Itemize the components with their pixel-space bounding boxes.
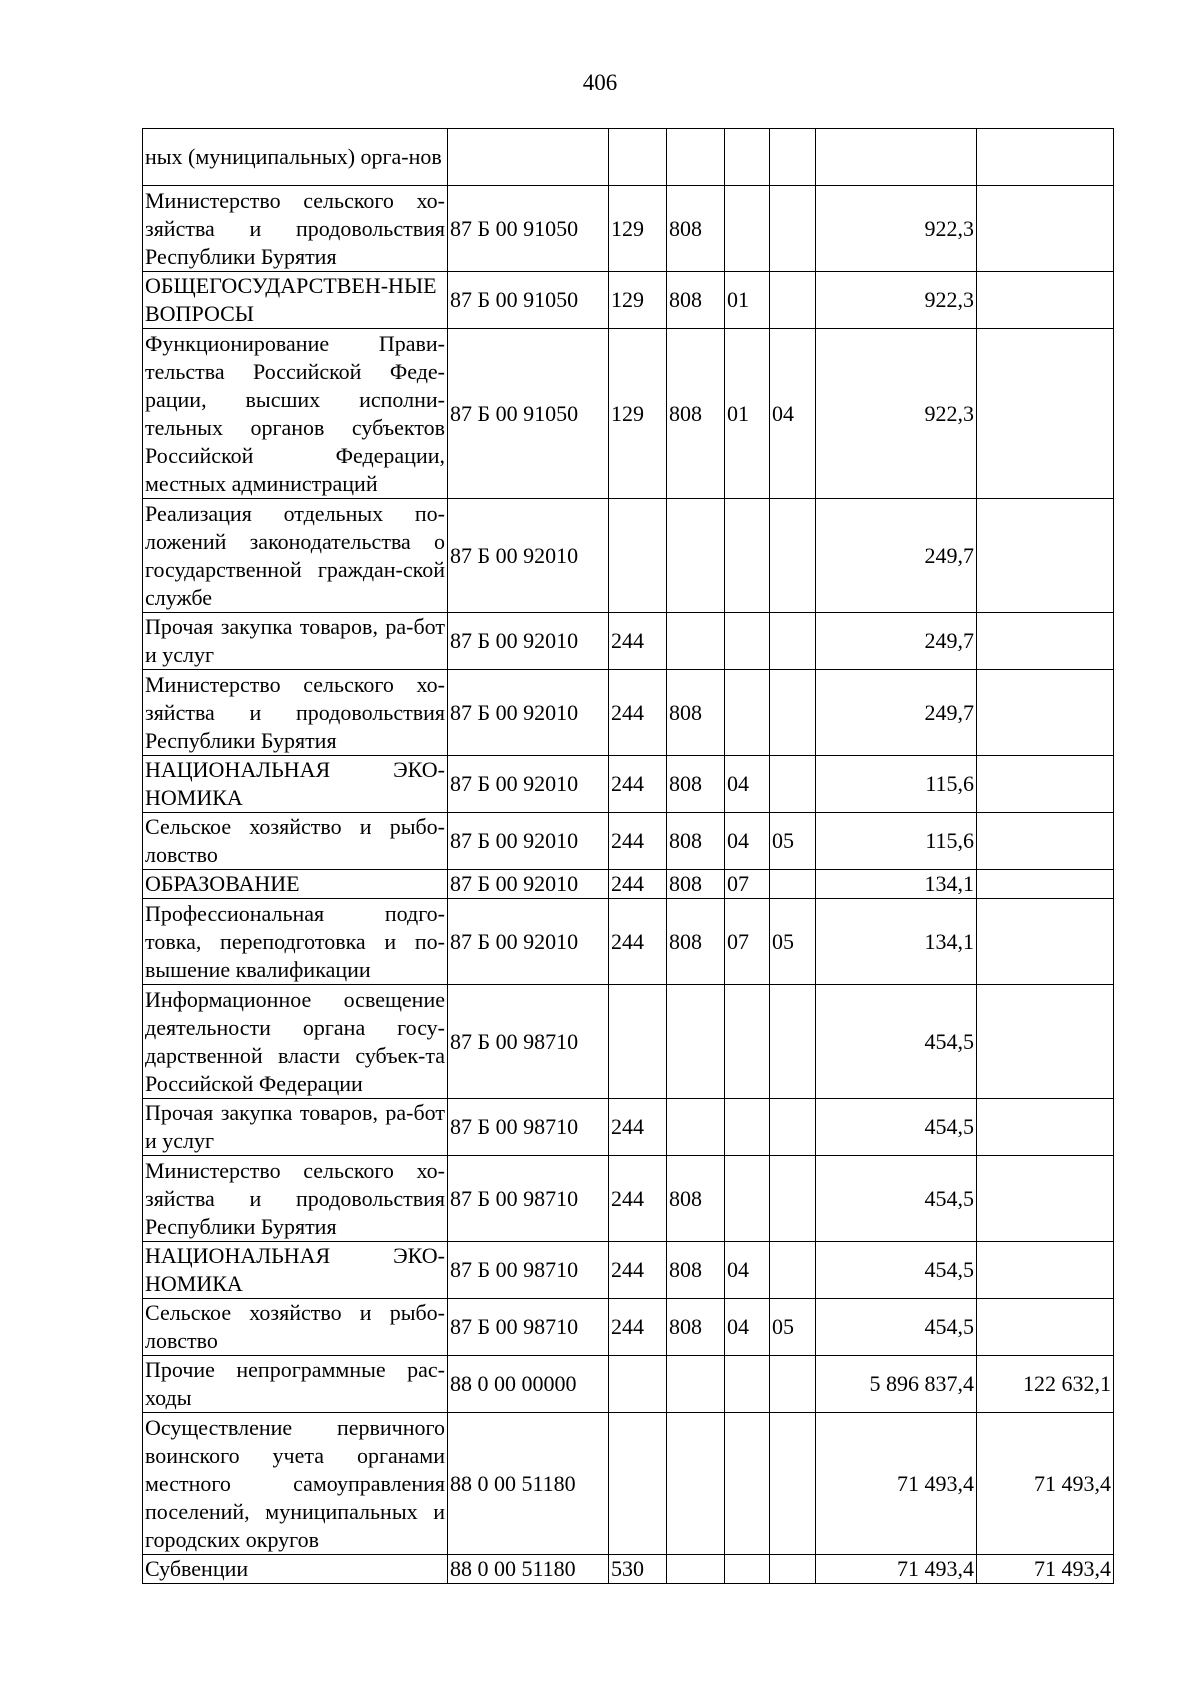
- table-body: [143, 129, 1114, 1584]
- row-sum1-cell: 922,3: [816, 272, 977, 329]
- row-vr-cell: 244: [609, 1242, 667, 1299]
- row-vr-cell: 129: [609, 272, 667, 329]
- table-row: [143, 985, 1114, 1099]
- row-vr-cell: [609, 1413, 667, 1555]
- row-sum2-cell: [977, 870, 1114, 899]
- row-code-cell: [448, 129, 609, 186]
- row-name-cell: ОБЩЕГОСУДАРСТВЕН-НЫЕ ВОПРОСЫ: [143, 272, 448, 329]
- row-code-cell: 87 Б 00 92010: [448, 613, 609, 670]
- row-name-cell: ных (муниципальных) орга-нов: [143, 129, 448, 186]
- table-row: [143, 813, 1114, 870]
- table-row: [143, 1413, 1114, 1555]
- row-name-cell: Прочие непрограммные рас-ходы: [143, 1356, 448, 1413]
- table-row: [143, 186, 1114, 272]
- row-name-cell: НАЦИОНАЛЬНАЯ ЭКО-НОМИКА: [143, 1242, 448, 1299]
- row-vr-cell: 244: [609, 1299, 667, 1356]
- row-name-cell: Министерство сельского хо-зяйства и продовольствия Республики Бурятия: [143, 186, 448, 272]
- row-name-cell: Сельское хозяйство и рыбо-ловство: [143, 1299, 448, 1356]
- row-name-cell: Профессиональная подго-товка, переподготовка и по-вышение квалификации: [143, 899, 448, 985]
- row-gr-cell: [667, 499, 725, 613]
- row-name-cell: ОБРАЗОВАНИЕ: [143, 870, 448, 899]
- row-vr-cell: 244: [609, 899, 667, 985]
- row-vr-cell: 244: [609, 813, 667, 870]
- row-rz-cell: [725, 1099, 770, 1156]
- row-gr-cell: [667, 1413, 725, 1555]
- row-sum1-cell: 249,7: [816, 499, 977, 613]
- row-gr-cell: 808: [667, 670, 725, 756]
- row-code-cell: 88 0 00 51180: [448, 1555, 609, 1584]
- row-name-cell: Прочая закупка товаров, ра-бот и услуг: [143, 1099, 448, 1156]
- row-pr-cell: [770, 272, 816, 329]
- row-name-cell: Осуществление первичного воинского учета органами местного самоуправления поселений, муниципальных и городских округов: [143, 1413, 448, 1555]
- row-gr-cell: 808: [667, 813, 725, 870]
- row-vr-cell: [609, 499, 667, 613]
- row-pr-cell: [770, 1555, 816, 1584]
- table-row: [143, 1242, 1114, 1299]
- table-row: [143, 1555, 1114, 1584]
- row-vr-cell: 244: [609, 756, 667, 813]
- row-vr-cell: [609, 129, 667, 186]
- row-sum2-cell: [977, 670, 1114, 756]
- row-gr-cell: [667, 129, 725, 186]
- row-vr-cell: 244: [609, 1156, 667, 1242]
- table-row: [143, 1299, 1114, 1356]
- table-row: [143, 613, 1114, 670]
- row-sum2-cell: [977, 129, 1114, 186]
- row-sum1-cell: 5 896 837,4: [816, 1356, 977, 1413]
- row-sum1-cell: 134,1: [816, 899, 977, 985]
- row-rz-cell: [725, 129, 770, 186]
- row-rz-cell: [725, 1413, 770, 1555]
- row-rz-cell: [725, 670, 770, 756]
- row-sum1-cell: 454,5: [816, 1299, 977, 1356]
- row-gr-cell: 808: [667, 1242, 725, 1299]
- table-row: [143, 670, 1114, 756]
- row-code-cell: 87 Б 00 98710: [448, 1299, 609, 1356]
- row-vr-cell: [609, 985, 667, 1099]
- row-name-cell: Сельское хозяйство и рыбо-ловство: [143, 813, 448, 870]
- row-gr-cell: 808: [667, 272, 725, 329]
- row-sum1-cell: 454,5: [816, 1156, 977, 1242]
- table-row: [143, 1156, 1114, 1242]
- row-pr-cell: [770, 186, 816, 272]
- row-sum2-cell: [977, 1242, 1114, 1299]
- row-sum1-cell: 249,7: [816, 613, 977, 670]
- row-code-cell: 87 Б 00 98710: [448, 1099, 609, 1156]
- row-sum2-cell: [977, 499, 1114, 613]
- row-gr-cell: 808: [667, 756, 725, 813]
- row-sum2-cell: [977, 1156, 1114, 1242]
- table-row: [143, 329, 1114, 499]
- row-gr-cell: [667, 613, 725, 670]
- row-code-cell: 87 Б 00 98710: [448, 1242, 609, 1299]
- row-pr-cell: [770, 1156, 816, 1242]
- row-sum2-cell: [977, 899, 1114, 985]
- row-sum2-cell: [977, 613, 1114, 670]
- table-row: [143, 870, 1114, 899]
- row-sum1-cell: 134,1: [816, 870, 977, 899]
- row-vr-cell: 129: [609, 329, 667, 499]
- row-name-cell: Функционирование Прави-тельства Российской Феде-рации, высших исполни-тельных органов субъектов Российской Федерации, местных администраций: [143, 329, 448, 499]
- row-code-cell: 87 Б 00 98710: [448, 985, 609, 1099]
- row-rz-cell: [725, 1555, 770, 1584]
- row-vr-cell: 244: [609, 870, 667, 899]
- row-sum2-cell: [977, 1299, 1114, 1356]
- row-code-cell: 87 Б 00 92010: [448, 870, 609, 899]
- row-gr-cell: [667, 1555, 725, 1584]
- row-code-cell: 87 Б 00 92010: [448, 670, 609, 756]
- row-pr-cell: 05: [770, 899, 816, 985]
- row-rz-cell: [725, 985, 770, 1099]
- row-rz-cell: 07: [725, 870, 770, 899]
- row-code-cell: 87 Б 00 92010: [448, 813, 609, 870]
- row-rz-cell: 04: [725, 813, 770, 870]
- row-pr-cell: [770, 1242, 816, 1299]
- table-row: [143, 899, 1114, 985]
- row-vr-cell: [609, 1356, 667, 1413]
- row-pr-cell: [770, 613, 816, 670]
- row-sum2-cell: 71 493,4: [977, 1555, 1114, 1584]
- row-sum1-cell: 454,5: [816, 985, 977, 1099]
- table-row: [143, 499, 1114, 613]
- row-rz-cell: 04: [725, 1242, 770, 1299]
- row-vr-cell: 244: [609, 1099, 667, 1156]
- row-sum2-cell: [977, 186, 1114, 272]
- row-name-cell: Прочая закупка товаров, ра-бот и услуг: [143, 613, 448, 670]
- row-pr-cell: 05: [770, 813, 816, 870]
- row-rz-cell: 04: [725, 1299, 770, 1356]
- row-sum1-cell: [816, 129, 977, 186]
- row-rz-cell: [725, 1356, 770, 1413]
- row-pr-cell: [770, 870, 816, 899]
- row-sum2-cell: [977, 756, 1114, 813]
- row-code-cell: 87 Б 00 91050: [448, 272, 609, 329]
- row-sum1-cell: 922,3: [816, 186, 977, 272]
- row-sum1-cell: 115,6: [816, 756, 977, 813]
- row-sum2-cell: [977, 985, 1114, 1099]
- row-gr-cell: 808: [667, 1299, 725, 1356]
- row-gr-cell: 808: [667, 870, 725, 899]
- row-rz-cell: [725, 613, 770, 670]
- row-pr-cell: [770, 1413, 816, 1555]
- row-sum1-cell: 922,3: [816, 329, 977, 499]
- row-sum1-cell: 249,7: [816, 670, 977, 756]
- row-name-cell: Министерство сельского хо-зяйства и продовольствия Республики Бурятия: [143, 670, 448, 756]
- row-rz-cell: [725, 499, 770, 613]
- row-sum1-cell: 115,6: [816, 813, 977, 870]
- row-pr-cell: [770, 499, 816, 613]
- row-code-cell: 88 0 00 00000: [448, 1356, 609, 1413]
- row-rz-cell: 01: [725, 272, 770, 329]
- row-vr-cell: 244: [609, 613, 667, 670]
- row-gr-cell: 808: [667, 899, 725, 985]
- row-gr-cell: [667, 985, 725, 1099]
- row-sum2-cell: [977, 272, 1114, 329]
- row-vr-cell: 244: [609, 670, 667, 756]
- table-row: [143, 1356, 1114, 1413]
- row-sum2-cell: [977, 1099, 1114, 1156]
- row-name-cell: Информационное освещение деятельности органа госу-дарственной власти субъек-та Российской Федерации: [143, 985, 448, 1099]
- row-sum2-cell: 71 493,4: [977, 1413, 1114, 1555]
- row-sum1-cell: 71 493,4: [816, 1555, 977, 1584]
- row-vr-cell: 530: [609, 1555, 667, 1584]
- row-rz-cell: [725, 1156, 770, 1242]
- row-pr-cell: [770, 756, 816, 813]
- row-code-cell: 88 0 00 51180: [448, 1413, 609, 1555]
- row-pr-cell: 05: [770, 1299, 816, 1356]
- row-sum1-cell: 454,5: [816, 1099, 977, 1156]
- row-vr-cell: 129: [609, 186, 667, 272]
- row-pr-cell: [770, 670, 816, 756]
- row-pr-cell: [770, 1356, 816, 1413]
- row-sum2-cell: [977, 813, 1114, 870]
- row-sum1-cell: 71 493,4: [816, 1413, 977, 1555]
- row-sum1-cell: 454,5: [816, 1242, 977, 1299]
- row-code-cell: 87 Б 00 91050: [448, 329, 609, 499]
- row-gr-cell: 808: [667, 329, 725, 499]
- row-name-cell: Министерство сельского хо-зяйства и продовольствия Республики Бурятия: [143, 1156, 448, 1242]
- row-rz-cell: 01: [725, 329, 770, 499]
- table-row: [143, 1099, 1114, 1156]
- row-name-cell: Реализация отдельных по-ложений законодательства о государственной граждан-ской службе: [143, 499, 448, 613]
- page-number: 406: [582, 70, 618, 95]
- row-gr-cell: [667, 1356, 725, 1413]
- row-gr-cell: 808: [667, 1156, 725, 1242]
- row-pr-cell: [770, 985, 816, 1099]
- row-code-cell: 87 Б 00 92010: [448, 899, 609, 985]
- row-sum2-cell: [977, 329, 1114, 499]
- row-gr-cell: [667, 1099, 725, 1156]
- table-row: [143, 129, 1114, 186]
- row-rz-cell: [725, 186, 770, 272]
- budget-table: [142, 128, 1114, 1584]
- row-name-cell: Субвенции: [143, 1555, 448, 1584]
- row-code-cell: 87 Б 00 92010: [448, 499, 609, 613]
- row-code-cell: 87 Б 00 98710: [448, 1156, 609, 1242]
- row-rz-cell: 07: [725, 899, 770, 985]
- row-code-cell: 87 Б 00 91050: [448, 186, 609, 272]
- row-code-cell: 87 Б 00 92010: [448, 756, 609, 813]
- row-pr-cell: 04: [770, 329, 816, 499]
- row-pr-cell: [770, 129, 816, 186]
- table-row: [143, 272, 1114, 329]
- row-rz-cell: 04: [725, 756, 770, 813]
- row-name-cell: НАЦИОНАЛЬНАЯ ЭКО-НОМИКА: [143, 756, 448, 813]
- row-pr-cell: [770, 1099, 816, 1156]
- row-gr-cell: 808: [667, 186, 725, 272]
- row-sum2-cell: 122 632,1: [977, 1356, 1114, 1413]
- table-row: [143, 756, 1114, 813]
